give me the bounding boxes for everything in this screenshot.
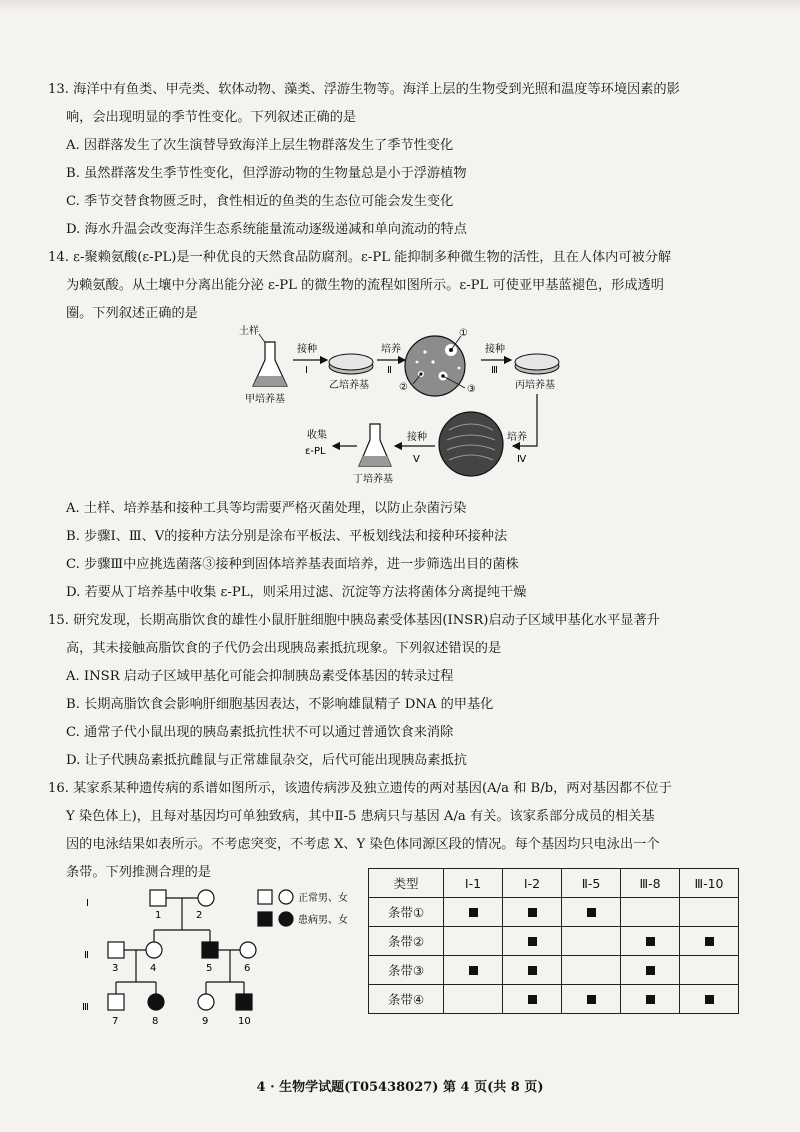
band-mark bbox=[646, 937, 655, 946]
q16-stem-line3: 因的电泳结果如表所示。不考虑突变，不考虑 X、Y 染色体同源区段的情况。每个基因均只电泳出一个 bbox=[66, 837, 660, 852]
band-cell bbox=[503, 898, 562, 927]
legend-normal-male bbox=[258, 890, 272, 904]
q15-option-c: C. 通常子代小鼠出现的胰岛素抵抗性状不可以通过普通饮食来消除 bbox=[66, 725, 454, 740]
q16-stem-line4: 条带。下列推测合理的是 bbox=[66, 865, 212, 880]
band-mark bbox=[528, 908, 537, 917]
table-body bbox=[369, 898, 739, 1014]
colony-3-label: ③ bbox=[467, 384, 476, 395]
step3-num: Ⅲ bbox=[491, 365, 498, 376]
band-cell bbox=[562, 927, 621, 956]
label-III-10: 10 bbox=[238, 1016, 251, 1027]
band-cell bbox=[444, 956, 503, 985]
individual-III-10 bbox=[236, 994, 252, 1010]
q15-option-a: A. INSR 启动子区域甲基化可能会抑制胰岛素受体基因的转录过程 bbox=[66, 669, 454, 684]
label-III-8: 8 bbox=[152, 1016, 159, 1027]
streak-plate bbox=[439, 412, 503, 476]
table-header: Ⅲ-10 bbox=[680, 869, 739, 898]
band-cell bbox=[562, 898, 621, 927]
legend-normal-female bbox=[279, 890, 293, 904]
q15-stem-line2: 高，其未接触高脂饮食的子代仍会出现胰岛素抵抗现象。下列叙述错误的是 bbox=[66, 641, 502, 656]
q14-stem-line1: 14. ε-聚赖氨酸(ε-PL)是一种优良的天然食品防腐剂。ε-PL 能抑制多种微生物的活性，且在人体内可被分解 bbox=[48, 250, 672, 265]
step2-num: Ⅱ bbox=[387, 365, 392, 376]
colony-dot bbox=[431, 360, 434, 363]
generation-2-label: Ⅱ bbox=[84, 950, 89, 961]
q14-option-b: B. 步骤Ⅰ、Ⅲ、Ⅴ的接种方法分别是涂布平板法、平板划线法和接种环接种法 bbox=[66, 529, 508, 544]
band-cell bbox=[562, 956, 621, 985]
table-header: 类型 bbox=[369, 869, 444, 898]
colony-dot bbox=[423, 350, 426, 353]
band-cell bbox=[503, 927, 562, 956]
band-cell bbox=[621, 956, 680, 985]
band-mark bbox=[528, 995, 537, 1004]
label-II-5: 5 bbox=[206, 963, 213, 974]
individual-I-2 bbox=[198, 890, 214, 906]
band-cell bbox=[621, 927, 680, 956]
flask-a-medium bbox=[253, 376, 287, 386]
page-footer: 4 · 生物学试题(T05438027) 第 4 页(共 8 页) bbox=[256, 1080, 544, 1095]
band-mark bbox=[528, 937, 537, 946]
individual-III-7 bbox=[108, 994, 124, 1010]
q13-stem-line1: 13. 海洋中有鱼类、甲壳类、软体动物、藻类、浮游生物等。海洋上层的生物受到光照和温度等环境因素的影 bbox=[48, 82, 680, 97]
generation-1-label: Ⅰ bbox=[86, 898, 89, 909]
q15-option-b: B. 长期高脂饮食会影响肝细胞基因表达，不影响雄鼠精子 DNA 的甲基化 bbox=[66, 697, 494, 712]
label-II-3: 3 bbox=[112, 963, 119, 974]
q14-stem-line3: 圈。下列叙述正确的是 bbox=[66, 306, 198, 321]
q13-option-c: C. 季节交替食物匮乏时，食性相近的鱼类的生态位可能会发生变化 bbox=[66, 194, 454, 209]
band-cell bbox=[680, 898, 739, 927]
isolation-flow-diagram bbox=[235, 322, 565, 492]
step1-num: Ⅰ bbox=[305, 365, 308, 376]
table-row bbox=[369, 985, 739, 1014]
band-label: 条带① bbox=[369, 898, 444, 927]
flask-d-medium bbox=[359, 456, 391, 466]
label-II-4: 4 bbox=[150, 963, 157, 974]
band-mark bbox=[469, 908, 478, 917]
table-header: Ⅱ-5 bbox=[562, 869, 621, 898]
q15-stem-line1: 15. 研究发现，长期高脂饮食的雄性小鼠肝脏细胞中胰岛素受体基因(INSR)启动子区域甲基化水平显著升 bbox=[48, 613, 660, 628]
individual-II-5 bbox=[202, 942, 218, 958]
q15-option-d: D. 让子代胰岛素抵抗雌鼠与正常雄鼠杂交，后代可能出现胰岛素抵抗 bbox=[66, 753, 467, 768]
band-mark bbox=[469, 966, 478, 975]
band-cell bbox=[503, 985, 562, 1014]
colony-dot bbox=[416, 361, 419, 364]
band-mark bbox=[587, 908, 596, 917]
q16-stem-line1: 16. 某家系某种遗传病的系谱如图所示，该遗传病涉及独立遗传的两对基因(A/a 和 B/b，两对基因都不位于 bbox=[48, 781, 672, 796]
band-label: 条带② bbox=[369, 927, 444, 956]
dish-b-label: 乙培养基 bbox=[329, 380, 369, 391]
band-cell bbox=[680, 927, 739, 956]
individual-III-8 bbox=[148, 994, 164, 1010]
band-cell bbox=[621, 985, 680, 1014]
table-row bbox=[369, 956, 739, 985]
generation-3-label: Ⅲ bbox=[82, 1002, 89, 1013]
step4-label: 培养 bbox=[507, 432, 527, 443]
individual-II-4 bbox=[146, 942, 162, 958]
soil-sample-label: 土样 bbox=[239, 326, 259, 337]
band-mark bbox=[705, 937, 714, 946]
legend-affected-male bbox=[258, 912, 272, 926]
pedigree-chart bbox=[78, 878, 358, 1048]
legend-affected-label: 患病男、女 bbox=[298, 915, 348, 926]
individual-III-9 bbox=[198, 994, 214, 1010]
band-mark bbox=[587, 995, 596, 1004]
dish-c-lid bbox=[515, 354, 559, 370]
legend-affected-female bbox=[279, 912, 293, 926]
label-I-1: 1 bbox=[155, 910, 162, 921]
plate-with-colonies bbox=[405, 336, 465, 396]
dish-b-lid bbox=[329, 354, 373, 370]
table-header-row bbox=[369, 869, 739, 898]
band-cell bbox=[680, 985, 739, 1014]
band-cell bbox=[503, 956, 562, 985]
table-row bbox=[369, 898, 739, 927]
individual-I-1 bbox=[150, 890, 166, 906]
colony-1-label: ① bbox=[459, 328, 468, 339]
q14-option-d: D. 若要从丁培养基中收集 ε-PL，则采用过滤、沉淀等方法将菌体分离提纯干燥 bbox=[66, 585, 527, 600]
dish-c-label: 丙培养基 bbox=[515, 380, 555, 391]
band-cell bbox=[621, 898, 680, 927]
collect-product: ε-PL bbox=[305, 446, 326, 457]
band-cell bbox=[444, 927, 503, 956]
table-row bbox=[369, 927, 739, 956]
q13-stem-line2: 响，会出现明显的季节性变化。下列叙述正确的是 bbox=[66, 110, 357, 125]
band-cell bbox=[680, 956, 739, 985]
colony-dot bbox=[458, 367, 461, 370]
q13-option-d: D. 海水升温会改变海洋生态系统能量流动逐级递减和单向流动的特点 bbox=[66, 222, 467, 237]
table-header: Ⅰ-1 bbox=[444, 869, 503, 898]
band-mark bbox=[705, 995, 714, 1004]
q14-option-c: C. 步骤Ⅲ中应挑选菌落③接种到固体培养基表面培养，进一步筛选出目的菌株 bbox=[66, 557, 519, 572]
scan-edge bbox=[0, 0, 800, 12]
step2-label: 培养 bbox=[381, 344, 401, 355]
individual-II-6 bbox=[240, 942, 256, 958]
step5-num: Ⅴ bbox=[413, 454, 420, 465]
table-header: Ⅲ-8 bbox=[621, 869, 680, 898]
q14-stem-line2: 为赖氨酸。从土壤中分离出能分泌 ε-PL 的微生物的流程如图所示。ε-PL 可使亚甲基蓝褪色，形成透明 bbox=[66, 278, 664, 293]
q13-option-b: B. 虽然群落发生季节性变化，但浮游动物的生物量总是小于浮游植物 bbox=[66, 166, 467, 181]
table-header: Ⅰ-2 bbox=[503, 869, 562, 898]
q13-option-a: A. 因群落发生了次生演替导致海洋上层生物群落发生了季节性变化 bbox=[66, 138, 454, 153]
legend-normal-label: 正常男、女 bbox=[298, 893, 348, 904]
step3-label: 接种 bbox=[485, 344, 505, 355]
colony-2-label: ② bbox=[399, 382, 408, 393]
q16-stem-line2: Y 染色体上)，且每对基因均可单独致病，其中Ⅱ-5 患病只与基因 A/a 有关。该家系部分成员的相关基 bbox=[66, 809, 655, 824]
flask-d-label: 丁培养基 bbox=[353, 474, 393, 485]
band-mark bbox=[646, 966, 655, 975]
band-cell bbox=[444, 985, 503, 1014]
individual-II-3 bbox=[108, 942, 124, 958]
electrophoresis-table bbox=[368, 868, 739, 1014]
band-cell bbox=[444, 898, 503, 927]
step4-num: Ⅳ bbox=[517, 454, 527, 465]
step5-label: 接种 bbox=[407, 432, 427, 443]
label-I-2: 2 bbox=[196, 910, 203, 921]
band-mark bbox=[528, 966, 537, 975]
band-label: 条带④ bbox=[369, 985, 444, 1014]
collect-label: 收集 bbox=[307, 430, 327, 441]
label-III-7: 7 bbox=[112, 1016, 119, 1027]
band-mark bbox=[646, 995, 655, 1004]
band-cell bbox=[562, 985, 621, 1014]
flask-a-label: 甲培养基 bbox=[245, 394, 285, 405]
step1-label: 接种 bbox=[297, 344, 317, 355]
band-label: 条带③ bbox=[369, 956, 444, 985]
label-II-6: 6 bbox=[244, 963, 251, 974]
label-III-9: 9 bbox=[202, 1016, 209, 1027]
q14-option-a: A. 土样、培养基和接种工具等均需要严格灭菌处理，以防止杂菌污染 bbox=[66, 501, 467, 516]
